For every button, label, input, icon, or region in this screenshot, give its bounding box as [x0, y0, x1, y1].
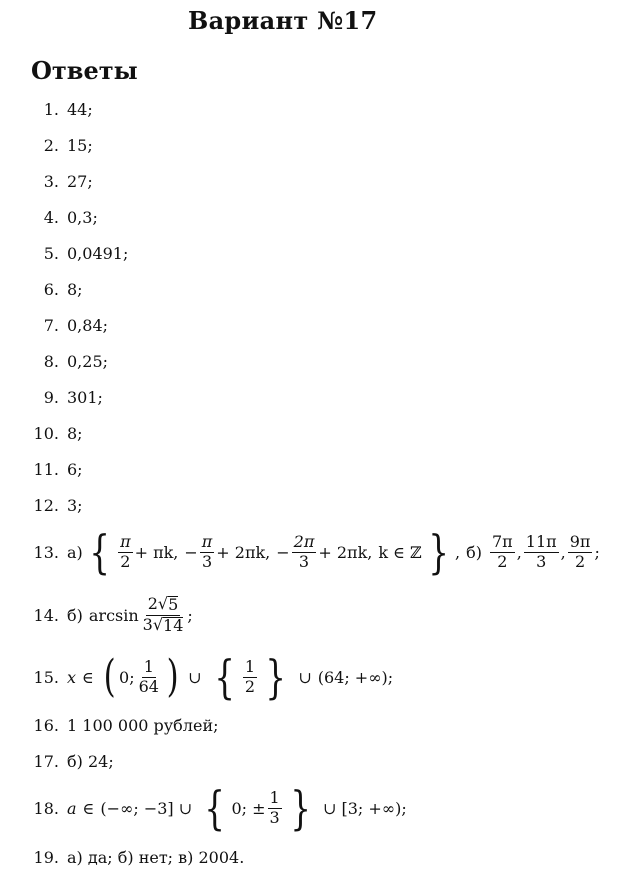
item-answer: 15; — [67, 136, 93, 155]
list-item — [0, 136, 93, 155]
item-number: 6. — [43, 280, 59, 299]
function-name: arcsin — [88, 605, 139, 625]
left-brace: { — [89, 525, 110, 579]
item-number: 19. — [33, 848, 59, 867]
list-item — [0, 782, 407, 834]
item-number: 12. — [33, 496, 59, 515]
list-item — [0, 280, 83, 299]
list-item — [0, 208, 98, 227]
term: − — [276, 542, 290, 562]
item-answer: 3; — [67, 496, 83, 515]
term: − — [184, 542, 198, 562]
section-heading: Ответы — [31, 56, 138, 85]
item-answer: 0,0491; — [67, 244, 129, 263]
item-number: 5. — [43, 244, 59, 263]
list-item — [0, 244, 128, 263]
list-item — [0, 848, 244, 867]
item-number: 4. — [43, 208, 59, 227]
term: + πk, — [134, 542, 179, 562]
item-number: 18. — [33, 798, 59, 818]
left-brace: { — [213, 650, 235, 704]
item-number: 7. — [43, 316, 59, 335]
item-number: 8. — [43, 352, 59, 371]
item-answer: 301; — [67, 388, 103, 407]
item-answer: 8; — [67, 280, 83, 299]
list-item — [0, 526, 600, 578]
item-answer: 44; — [67, 100, 93, 119]
item-number: 10. — [33, 424, 59, 443]
item-number: 2. — [43, 136, 59, 155]
fraction: $\frac{9\pi}{2}$ — [569, 531, 591, 571]
left-brace: { — [204, 781, 226, 835]
list-item — [0, 424, 83, 443]
list-item — [0, 352, 108, 371]
item-answer: 1 100 000 рублей; — [67, 716, 219, 735]
item-answer: 0,25; — [67, 352, 109, 371]
list-item — [0, 752, 114, 771]
term: k ∈ ℤ — [378, 542, 422, 562]
item-number: 3. — [43, 172, 59, 191]
item-answer: б) arcsin 2 √ 5 3 √ 14 ; — [67, 593, 193, 635]
fraction: $\frac{1}{2}$ — [244, 656, 256, 696]
list-item — [0, 100, 93, 119]
item-answer: 6; — [67, 460, 83, 479]
list-item — [0, 496, 83, 515]
fraction: $\frac{1}{64}$ — [138, 656, 159, 696]
part-a-label: а) — [67, 542, 83, 562]
item-number: 17. — [33, 752, 59, 771]
right-brace: } — [290, 781, 311, 835]
fraction: $\frac{11\pi}{3}$ — [525, 531, 557, 571]
fraction: $\frac{1}{3}$ — [269, 787, 280, 827]
item-answer: x ∈ ( 0; $\frac{1}{64}$ ) ∪ { $\frac{1}{2}$ } ∪ (64; +∞); — [67, 650, 394, 704]
item-answer: 27; — [67, 172, 93, 191]
part-label: б) — [67, 605, 83, 625]
list-item — [0, 716, 219, 735]
list-item — [0, 172, 93, 191]
right-brace: } — [265, 650, 286, 704]
item-answer: а) { $\frac{\pi}{2}$ + πk, − $\frac{\pi}{3}$ + 2πk, − $\frac{2\pi}{3}$ + 2πk, k ∈ ℤ } , б) $\frac{7\pi}{2}$ , $\frac{11\pi}{3}$ , $\frac{9\pi}{2}$ ; — [67, 525, 600, 579]
term: + 2πk, — [216, 542, 271, 562]
page-title: Вариант №17 — [188, 6, 378, 35]
item-number: 16. — [33, 716, 59, 735]
term: + 2πk, — [318, 542, 373, 562]
item-answer: а) да; б) нет; в) 2004. — [67, 848, 245, 867]
item-number: 14. — [33, 605, 59, 625]
fraction: $\frac{2\pi}{3}$ — [293, 531, 315, 571]
item-number: 11. — [33, 460, 59, 479]
fraction: $\frac{7\pi}{2}$ — [491, 531, 513, 571]
item-answer: 0,3; — [67, 208, 98, 227]
item-number: 13. — [33, 542, 59, 562]
item-answer: 8; — [67, 424, 83, 443]
item-answer: 0,84; — [67, 316, 109, 335]
item-answer: б) 24; — [67, 752, 114, 771]
item-number: 15. — [33, 667, 59, 687]
list-item — [0, 316, 108, 335]
item-answer: a ∈ (−∞; −3] ∪ { 0; ± $\frac{1}{3}$ } ∪ [3; +∞); — [67, 781, 407, 835]
item-number: 1. — [43, 100, 59, 119]
fraction: $\frac{\pi}{2}$ — [120, 531, 131, 571]
list-item — [0, 388, 103, 407]
list-item — [0, 652, 393, 702]
item-number: 9. — [43, 388, 59, 407]
list-item — [0, 590, 193, 640]
fraction: $\frac{\pi}{3}$ — [201, 531, 213, 571]
left-paren: ( — [103, 651, 116, 702]
right-paren: ) — [166, 651, 179, 702]
right-brace: } — [428, 525, 449, 579]
part-b-label: б) — [466, 542, 482, 562]
fraction: 2 √ 5 3 √ 14 — [142, 593, 184, 635]
list-item — [0, 460, 83, 479]
